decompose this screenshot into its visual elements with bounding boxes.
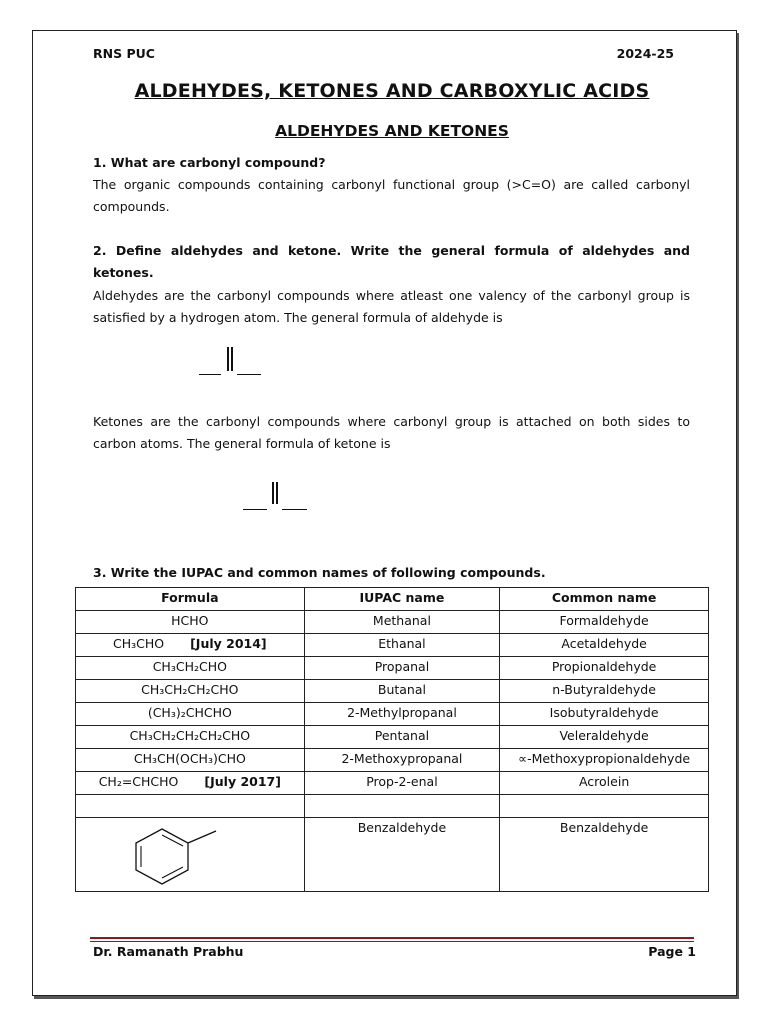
- formula-text: CH₂=CHCHO: [98, 774, 179, 789]
- header-year: 2024-25: [616, 46, 674, 61]
- aldehyde-formula-diagram: [199, 345, 263, 377]
- cell-formula: [76, 772, 305, 795]
- formula-text: (CH₃)₂CHCHO: [147, 705, 232, 720]
- table-row: [76, 703, 709, 726]
- cell-common: Acrolein: [500, 772, 709, 795]
- exam-note: [July 2014]: [190, 636, 267, 651]
- cell-iupac: Propanal: [304, 657, 500, 680]
- benzaldehyde-structure: [76, 820, 236, 888]
- cell-common: Propionaldehyde: [500, 657, 709, 680]
- table-row: [76, 726, 709, 749]
- question-2: 2. Define aldehydes and ketone. Write the general formula of aldehydes and ketones.: [93, 243, 690, 280]
- table-row: [76, 611, 709, 634]
- table-row: [76, 818, 709, 892]
- cell-common: Formaldehyde: [500, 611, 709, 634]
- cell-iupac: Methanal: [304, 611, 500, 634]
- section-title: ALDEHYDES AND KETONES: [275, 122, 509, 140]
- cell-iupac: Butanal: [304, 680, 500, 703]
- cell-formula: [76, 611, 305, 634]
- cell-common: Acetaldehyde: [500, 634, 709, 657]
- answer-2-aldehyde: Aldehydes are the carbonyl compounds where atleast one valency of the carbonyl group is satisfied by a hydrogen atom. The general formula of aldehyde is: [93, 288, 690, 325]
- answer-2-ketone: Ketones are the carbonyl compounds where carbonyl group is attached on both sides to carbon atoms. The general formula of ketone is: [93, 414, 690, 451]
- cell-iupac: [304, 795, 500, 818]
- header-institution: RNS PUC: [93, 46, 155, 61]
- page-title: ALDEHYDES, KETONES AND CARBOXYLIC ACIDS: [134, 80, 650, 102]
- cell-iupac: Ethanal: [304, 634, 500, 657]
- table-row: [76, 795, 709, 818]
- cell-common: [500, 795, 709, 818]
- table-row: [76, 749, 709, 772]
- cell-common: Benzaldehyde: [500, 818, 709, 892]
- cell-formula: [76, 795, 305, 818]
- formula-text: HCHO: [171, 613, 209, 628]
- formula-text: CH₃CHO: [112, 636, 165, 651]
- ketone-formula-diagram: [243, 480, 309, 512]
- cell-formula: [76, 634, 305, 657]
- footer-rule-thin: [90, 941, 694, 942]
- col-header-formula: Formula: [76, 588, 305, 611]
- names-table: [75, 587, 709, 892]
- table-row: [76, 772, 709, 795]
- cell-formula: [76, 703, 305, 726]
- exam-note: [July 2017]: [204, 774, 281, 789]
- formula-text: CH₃CH₂CHO: [152, 659, 227, 674]
- cell-common: n-Butyraldehyde: [500, 680, 709, 703]
- cell-iupac: Benzaldehyde: [304, 818, 500, 892]
- cell-formula: [76, 749, 305, 772]
- footer-author: Dr. Ramanath Prabhu: [93, 944, 244, 959]
- cell-iupac: 2-Methoxypropanal: [304, 749, 500, 772]
- table-row: [76, 680, 709, 703]
- question-1: 1. What are carbonyl compound?: [93, 155, 326, 170]
- table-row: [76, 657, 709, 680]
- formula-text: CH₃CH(OCH₃)CHO: [133, 751, 246, 766]
- cell-common: ∝-Methoxypropionaldehyde: [500, 749, 709, 772]
- cell-iupac: 2-Methylpropanal: [304, 703, 500, 726]
- footer-rule: [90, 937, 694, 939]
- answer-1: The organic compounds containing carbonyl functional group (>C=O) are called carbonyl compounds.: [93, 177, 690, 214]
- cell-formula: [76, 657, 305, 680]
- col-header-iupac: IUPAC name: [304, 588, 500, 611]
- col-header-common: Common name: [500, 588, 709, 611]
- formula-text: CH₃CH₂CH₂CHO: [141, 682, 239, 697]
- cell-structure: [76, 818, 305, 892]
- table-row: [76, 634, 709, 657]
- cell-formula: [76, 726, 305, 749]
- formula-text: CH₃CH₂CH₂CH₂CHO: [129, 728, 251, 743]
- cell-common: Veleraldehyde: [500, 726, 709, 749]
- cell-iupac: Pentanal: [304, 726, 500, 749]
- footer-page-number: Page 1: [648, 944, 696, 959]
- cell-common: Isobutyraldehyde: [500, 703, 709, 726]
- question-3: 3. Write the IUPAC and common names of following compounds.: [93, 565, 546, 580]
- cell-iupac: Prop-2-enal: [304, 772, 500, 795]
- table-header-row: [76, 588, 709, 611]
- cell-formula: [76, 680, 305, 703]
